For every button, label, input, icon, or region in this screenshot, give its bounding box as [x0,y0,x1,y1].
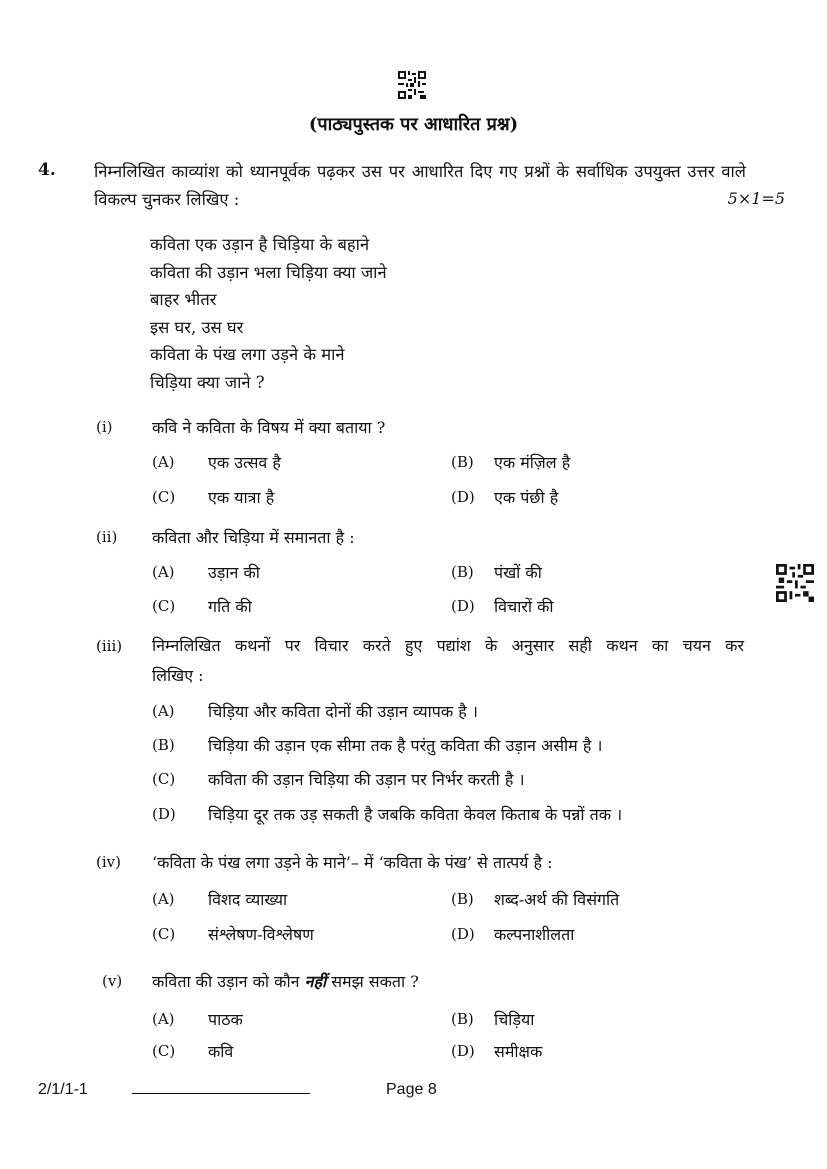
option-key: (A) [152,563,175,581]
subquestion-text-start: कविता की उड़ान को कौन [152,972,300,991]
option-key: (C) [152,488,176,506]
option-text: कविता की उड़ान चिड़िया की उड़ान पर निर्भर करती है । [208,770,525,789]
subquestion-text: कविता और चिड़िया में समानता है : [152,528,355,547]
option-text: संश्लेषण-विश्लेषण [208,925,314,944]
option-text: विशद व्याख्या [208,890,288,909]
option-key: (B) [451,890,474,908]
option-text: एक यात्रा है [208,488,275,507]
option-key: (D) [152,805,176,823]
qr-code-icon [398,71,426,99]
footer-divider [132,1093,310,1094]
subquestion-text: ‘कविता के पंख लगा उड़ने के माने’– में ‘कविता के पंख’ से तात्पर्य है : [152,853,553,872]
subquestion-label: (ii) [96,528,118,546]
option-text: पाठक [208,1010,243,1029]
poem-line: चिड़िया क्या जाने ? [150,372,265,392]
option-key: (B) [451,563,474,581]
option-key: (A) [152,1010,175,1028]
subquestion-text-end: समझ सकता ? [331,972,419,991]
option-text: एक पंछी है [494,488,559,507]
section-heading: (पाठ्यपुस्तक पर आधारित प्रश्न) [308,114,519,135]
poem-line: इस घर, उस घर [150,317,244,337]
option-text: चिड़िया [494,1010,535,1029]
marks-label: 5×1=5 [727,189,785,208]
option-key: (C) [152,925,176,943]
option-key: (D) [451,597,475,615]
option-key: (C) [152,770,176,788]
option-text: उड़ान की [208,563,260,582]
subquestion-label: (i) [96,418,113,436]
option-key: (D) [451,925,475,943]
option-key: (A) [152,890,175,908]
subquestion-text-continued: लिखिए : [152,666,204,685]
question-number: 4. [38,160,56,180]
subquestion-text: निम्नलिखित कथनों पर विचार करते हुए पद्यांश के अनुसार सही कथन का चयन कर [152,636,744,655]
option-text: चिड़िया और कविता दोनों की उड़ान व्यापक है । [208,702,478,721]
subquestion-label: (iv) [96,853,121,871]
option-key: (C) [152,1042,176,1060]
subquestion-text [152,970,419,992]
option-key: (D) [451,488,475,506]
option-key: (D) [451,1042,475,1060]
option-text: विचारों की [494,597,554,616]
poem-line: कविता के पंख लगा उड़ने के माने [150,345,345,364]
poem-line: कविता की उड़ान भला चिड़िया क्या जाने [150,262,387,282]
poem-stanza [150,231,387,396]
option-text: समीक्षक [494,1042,543,1061]
option-key: (B) [152,736,175,754]
option-text: कवि [208,1042,234,1061]
question-instruction: निम्नलिखित काव्यांश को ध्यानपूर्वक पढ़कर उस पर आधारित दिए गए प्रश्नों के सर्वाधिक उपयुक्त उत्तर वाले विकल्प चुनकर लिखिए : [94,162,746,209]
option-text: एक मंज़िल है [494,453,571,472]
subquestion-label: (v) [102,972,123,990]
poem-line: बाहर भीतर [150,290,217,309]
option-text: शब्द-अर्थ की विसंगति [494,890,620,909]
option-key: (A) [152,702,175,720]
qr-code-side-icon [776,564,814,602]
option-key: (A) [152,453,175,471]
option-text: चिड़िया दूर तक उड़ सकती है जबकि कविता केवल किताब के पन्नों तक । [208,805,623,824]
subquestion-label: (iii) [96,637,123,655]
emphasis-word: नहीं [304,972,327,991]
option-key: (B) [451,1010,474,1028]
poem-line: कविता एक उड़ान है चिड़िया के बहाने [150,235,370,254]
option-key: (C) [152,597,176,615]
option-text: पंखों की [494,563,542,582]
option-text: चिड़िया की उड़ान एक सीमा तक है परंतु कविता की उड़ान असीम है । [208,736,603,755]
option-text: एक उत्सव है [208,453,281,472]
subquestion-text: कवि ने कविता के विषय में क्या बताया ? [152,418,386,437]
page-number: Page 8 [386,1081,437,1098]
paper-code: 2/1/1-1 [38,1081,88,1098]
option-text: कल्पनाशीलता [494,925,575,944]
option-key: (B) [451,453,474,471]
option-text: गति की [208,597,252,616]
